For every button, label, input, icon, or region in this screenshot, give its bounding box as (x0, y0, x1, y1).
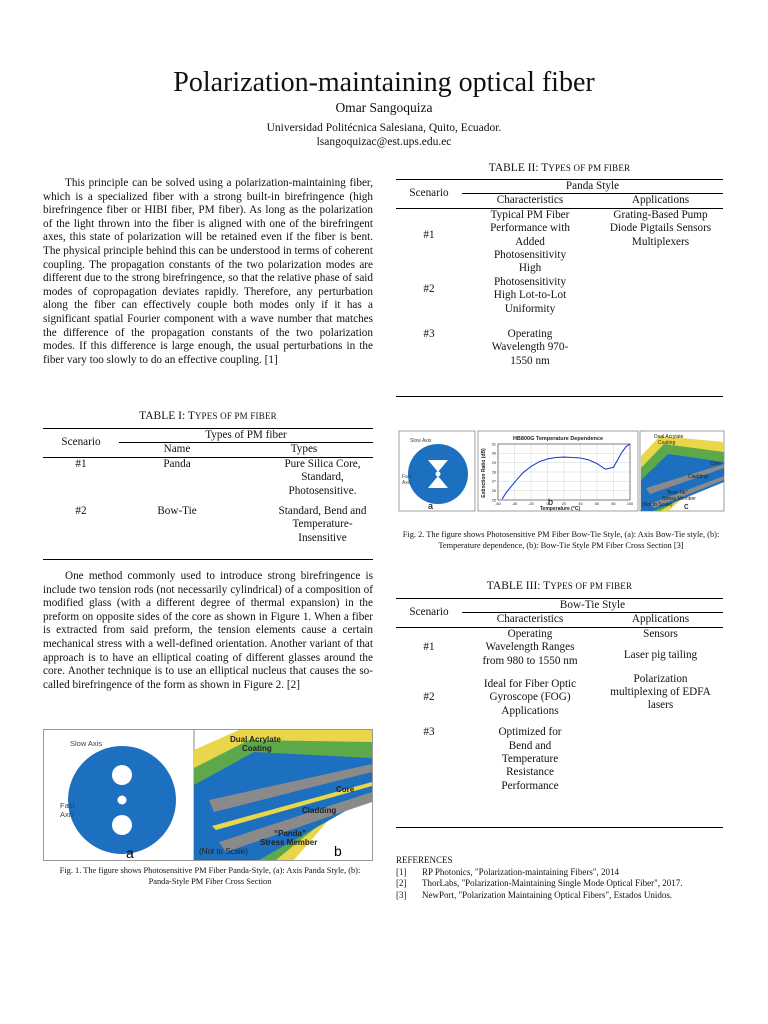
left-paragraph-2: One method commonly used to introduce strong birefringence is include two tension rods (not necessarily cylindrical) of a composition of modified glass (with a different degree of thermal expansion) in the preform on opposite sides of the core as shown in Figure 1. When a fiber is extracted from said preform, the tension elements cause a certain mechanical stress with a well-defined orientation. Another variant of that approach is to have an elliptical coating of different glasses around the core. Another technique is to use an elliptical nucleus that causes the so-called birefringence of the form as shown in Figure 2. [2] (43, 570, 373, 691)
table-3-applications-cell (598, 627, 723, 718)
table-1-scenario-header: Scenario (61, 436, 101, 449)
table-2-scenario-header: Scenario (409, 187, 449, 200)
table-cell: #1 (423, 228, 435, 241)
left-paragraph-2-block (43, 570, 373, 692)
bowtie-core (436, 472, 441, 477)
table-2-caption-sc: YPES OF (548, 163, 586, 173)
chart-x-tick: 60 (594, 502, 600, 506)
table-cell: #2 (423, 282, 435, 295)
chart-y-tick: 27 (491, 479, 496, 484)
table-cell: High Photosensitivity High Lot-to-Lot Uniformity (493, 262, 567, 315)
table-1 (43, 410, 373, 560)
table-2-group-header: Panda Style (565, 180, 620, 192)
reference-text: ThorLabs, "Polarization-Maintaining Single Mode Optical Fiber", 2017. (422, 878, 683, 888)
fig2-not-to-scale: (Not to Scale) (642, 502, 673, 508)
fig2-fast-label: Fast (402, 474, 412, 480)
fig1-cladding: Cladding (302, 806, 337, 815)
reference-text: NewPort, "Polarization Maintaining Optical Fibers", Estados Unidos. (422, 889, 673, 900)
table-3-col-char: Characteristics (462, 613, 598, 627)
fiber-core (118, 796, 127, 805)
table-3 (396, 580, 723, 828)
reference-item (396, 890, 726, 902)
table-3-scenario-header: Scenario (409, 606, 449, 619)
fig1-panda: “Panda” (274, 829, 307, 838)
table-2-col-char: Characteristics (462, 194, 598, 208)
chart-y-tick: 30 (491, 451, 496, 456)
fig1-fast-label: Fast (60, 801, 75, 810)
author-name: Omar Sangoquiza (335, 100, 433, 115)
table-cell (598, 262, 723, 316)
chart-y-tick: 28 (491, 470, 496, 475)
chart-x-label: Temperature (°C) (539, 506, 581, 512)
fig1-not-to-scale: (Not to Scale) (199, 847, 248, 856)
fig2-coating: Coating (658, 440, 676, 446)
reference-item (396, 867, 726, 879)
table-1-caption-prefix: TABLE I: T (139, 410, 195, 422)
stress-rod-bottom (112, 815, 132, 835)
table-row (396, 718, 723, 828)
chart-x-tick: -60 (495, 502, 501, 506)
table-cell: #1 (75, 457, 87, 470)
table-cell: Ideal for Fiber Optic Gyroscope (FOG) Applications (483, 678, 577, 717)
stress-rod-top (112, 765, 132, 785)
table-3-caption (396, 580, 723, 592)
table-3-group-header: Bow-Tie Style (559, 599, 626, 611)
table-2-caption-prefix: TABLE II: T (488, 162, 549, 174)
fig2-core: Core (710, 461, 721, 467)
table-2 (396, 162, 723, 397)
chart-x-tick: 80 (611, 502, 616, 506)
chart-y-tick: 31 (491, 442, 496, 447)
chart-x-tick: -40 (511, 502, 518, 506)
table-cell: Operating Wavelength 970-1550 nm (491, 328, 569, 367)
chart-y-label: Extinction Ratio (dB) (481, 448, 487, 498)
reference-number: [1] (396, 866, 407, 877)
figure-1-image (44, 730, 372, 860)
email: lsangoquizac@est.ups.edu.ec (316, 136, 452, 148)
fig2-stress-member: Stress Member (662, 496, 696, 502)
fig2-label-b: b (548, 497, 554, 507)
chart-x-tick: -20 (528, 502, 534, 506)
table-cell: Optimized for Bend and Temperature Resistance Performance (498, 726, 562, 792)
table-row (43, 498, 373, 560)
chart-x-tick: 20 (561, 502, 567, 506)
fig2-axis-label: Axis (402, 480, 412, 486)
table-cell: Operating Wavelength Ranges from 980 to 1550 nm (482, 627, 578, 667)
table-cell: #2 (423, 691, 435, 704)
fig2-slow-axis-label: Slow Axis (410, 438, 432, 444)
fig1-label-b: b (334, 843, 342, 859)
figure-2-image (398, 428, 725, 512)
chart-y-tick: 25 (491, 498, 496, 503)
affiliation-block (0, 121, 768, 149)
affiliation: Universidad Politécnica Salesiana, Quito, Ecuador. (266, 122, 502, 134)
chart-x-tick: 40 (578, 502, 583, 506)
table-1-caption-sc: YPES OF (194, 411, 233, 421)
reference-item (396, 878, 726, 890)
table-cell: #1 (423, 641, 435, 654)
fig1-slow-axis-label: Slow Axis (70, 739, 103, 748)
table-3-caption-sc: YPES OF (550, 581, 588, 591)
fig1-core: Core (336, 785, 355, 794)
table-cell: Grating-Based Pump Diode Pigtails Sensors Multiplexers (609, 208, 712, 248)
fig2-label-c: c (684, 501, 689, 511)
fig2-label-a: a (428, 501, 434, 511)
application-item: Polarization multiplexing of EDFA lasers (610, 672, 711, 712)
table-2-caption (396, 162, 723, 174)
application-item: Laser pig tailing (623, 649, 698, 662)
reference-number: [2] (396, 878, 407, 888)
table-cell: Standard, Bend and Temperature-Insensitive (278, 505, 367, 544)
table-row (396, 262, 723, 316)
fig1-label-a: a (126, 845, 134, 860)
fig1-dual-acrylate: Dual Acrylate (230, 735, 281, 744)
figure-2-caption: Fig. 2. The figure shows Photosensitive PM Fiber Bow-Tie Style, (a): Axis Bow-Tie style, (b): Temperature dependence, (b): Bow-Tie Style PM Fiber Cross Section [3] (402, 530, 720, 550)
table-row (396, 316, 723, 397)
figure-1-caption: Fig. 1. The figure shows Photosensitive PM Fiber Panda-Style, (a): Axis Panda Style, (b): Panda-Style PM Fiber Cross Section (59, 866, 361, 886)
table-cell: Pure Silica Core, Standard, Photosensitive. (284, 457, 361, 497)
fig1-axis-label: Axis (60, 810, 75, 819)
fig2-dual-acrylate: Dual Acrylate (654, 434, 684, 440)
figure-2 (398, 428, 725, 512)
table-cell: Bow-Tie (157, 505, 197, 518)
table-3-caption-prefix: TABLE III: T (486, 580, 551, 592)
table-3-caption-end: PM FIBER (587, 581, 633, 591)
table-cell: Panda (163, 457, 191, 470)
chart-x-tick: 0 (546, 502, 549, 506)
table-1-caption-end: PM FIBER (232, 411, 277, 421)
table-1-col-name: Name (119, 443, 235, 457)
chart-x-tick: 100 (626, 502, 634, 506)
paper-title: Polarization-maintaining optical fiber (173, 67, 595, 98)
chart-title: HB800G Temperature Dependence (512, 436, 604, 442)
table-cell: #3 (423, 726, 435, 739)
references-heading: REFERENCES (396, 855, 453, 865)
fig1-coating: Coating (242, 744, 272, 753)
fig2-bowtie: “Bow-Tie” (666, 490, 688, 496)
chart-y-tick: 26 (491, 488, 496, 493)
chart-y-tick: 29 (491, 460, 496, 465)
table-cell (598, 316, 723, 397)
table-3-col-app: Applications (598, 613, 723, 627)
table-row (43, 457, 373, 498)
table-2-caption-end: PM FIBER (585, 163, 631, 173)
table-2-col-app: Applications (598, 194, 723, 208)
application-item: Sensors (643, 627, 678, 640)
table-1-group-header: Types of PM fiber (205, 429, 287, 441)
references (396, 855, 726, 901)
table-row (396, 627, 723, 668)
table-1-caption (43, 410, 373, 422)
table-cell: #3 (423, 328, 435, 341)
reference-number: [3] (396, 889, 407, 900)
table-1-col-types: Types (235, 443, 373, 457)
fig2-cladding: Cladding (688, 474, 708, 480)
table-cell: #2 (75, 505, 87, 518)
table-row (396, 208, 723, 262)
table-cell: Typical PM Fiber Performance with Added Photosensitivity (490, 208, 570, 262)
reference-text: RP Photonics, "Polarization-maintaining Fibers", 2014 (422, 866, 620, 877)
left-paragraph-1: This principle can be solved using a polarization-maintaining fiber, which is a specialized fiber with a strong built-in birefringence (high birefringence fiber or HIBI fiber, PM fiber). As long as the polarization of the light thrown into the fiber is aligned with one of the birefringent axes, this state of polarization will be retained even if the fiber is bent. The physical principle behind this can be understood in terms of coherent coupling. The propagation constants of the two polarization modes are different due to the strong birefringence, so that the relative phase of said modes of copropagation deviates rapidly. Therefore, any perturbation along the fiber can effectively couple both modes only if it has a significant spatial Fourier component with a wave number that matches the difference of the propagation constants of the two polarization modes. If this difference is large enough, the usual perturbations in the fiber vary too slowly to do an effective coupling. [1] (43, 177, 373, 366)
fig1-stress-member: Stress Member (260, 838, 318, 847)
left-paragraph-1-block (43, 177, 373, 367)
figure-1 (43, 729, 373, 861)
